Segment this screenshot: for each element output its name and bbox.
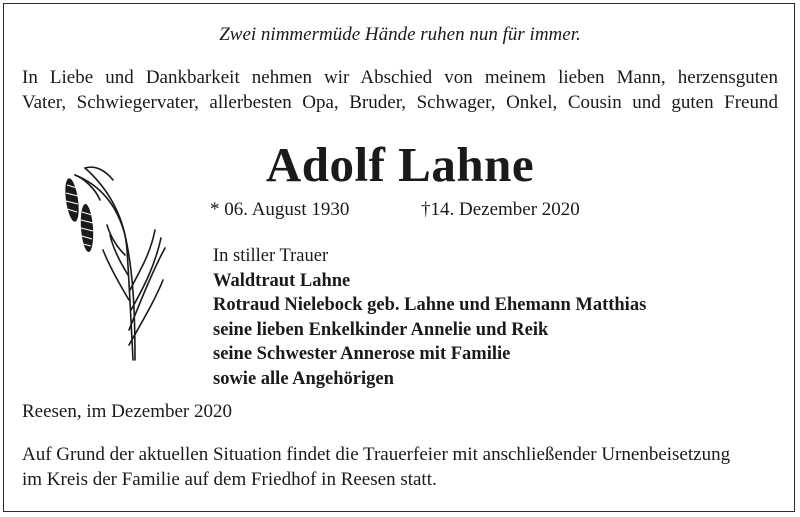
mourner-line: sowie alle Angehörigen bbox=[213, 368, 394, 389]
intro-line-2: Vater, Schwiegervater, allerbesten Opa, Bruder, Schwager, Onkel, Cousin und guten Freund bbox=[22, 92, 778, 113]
motto: Zwei nimmermüde Hände ruhen nun für immer. bbox=[219, 24, 581, 45]
intro-text bbox=[22, 65, 778, 115]
death-date: †14. Dezember 2020 bbox=[421, 199, 580, 220]
mourner-line: seine lieben Enkelkinder Annelie und Reik bbox=[213, 319, 549, 340]
life-dates bbox=[210, 199, 580, 221]
mourner-line: Rotraud Nielebock geb. Lahne und Ehemann Matthias bbox=[213, 295, 647, 315]
funeral-info-line-2: im Kreis der Familie auf dem Friedhof in Reesen statt. bbox=[22, 469, 437, 490]
birth-date: * 06. August 1930 bbox=[210, 199, 350, 220]
mourners-block bbox=[213, 244, 646, 391]
mourner-line: Waldtraut Lahne bbox=[213, 270, 351, 291]
funeral-info bbox=[22, 442, 778, 492]
mourner-line: seine Schwester Annerose mit Familie bbox=[213, 344, 511, 364]
intro-line-1: In Liebe und Dankbarkeit nehmen wir Abschied von meinem lieben Mann, herzensguten bbox=[22, 67, 778, 88]
funeral-info-line-1: Auf Grund der aktuellen Situation findet die Trauerfeier mit anschließender Urnenbeisetzung bbox=[22, 444, 731, 465]
mourning-heading: In stiller Trauer bbox=[213, 246, 329, 266]
deceased-name: Adolf Lahne bbox=[265, 137, 535, 192]
place-date: Reesen, im Dezember 2020 bbox=[22, 401, 232, 422]
